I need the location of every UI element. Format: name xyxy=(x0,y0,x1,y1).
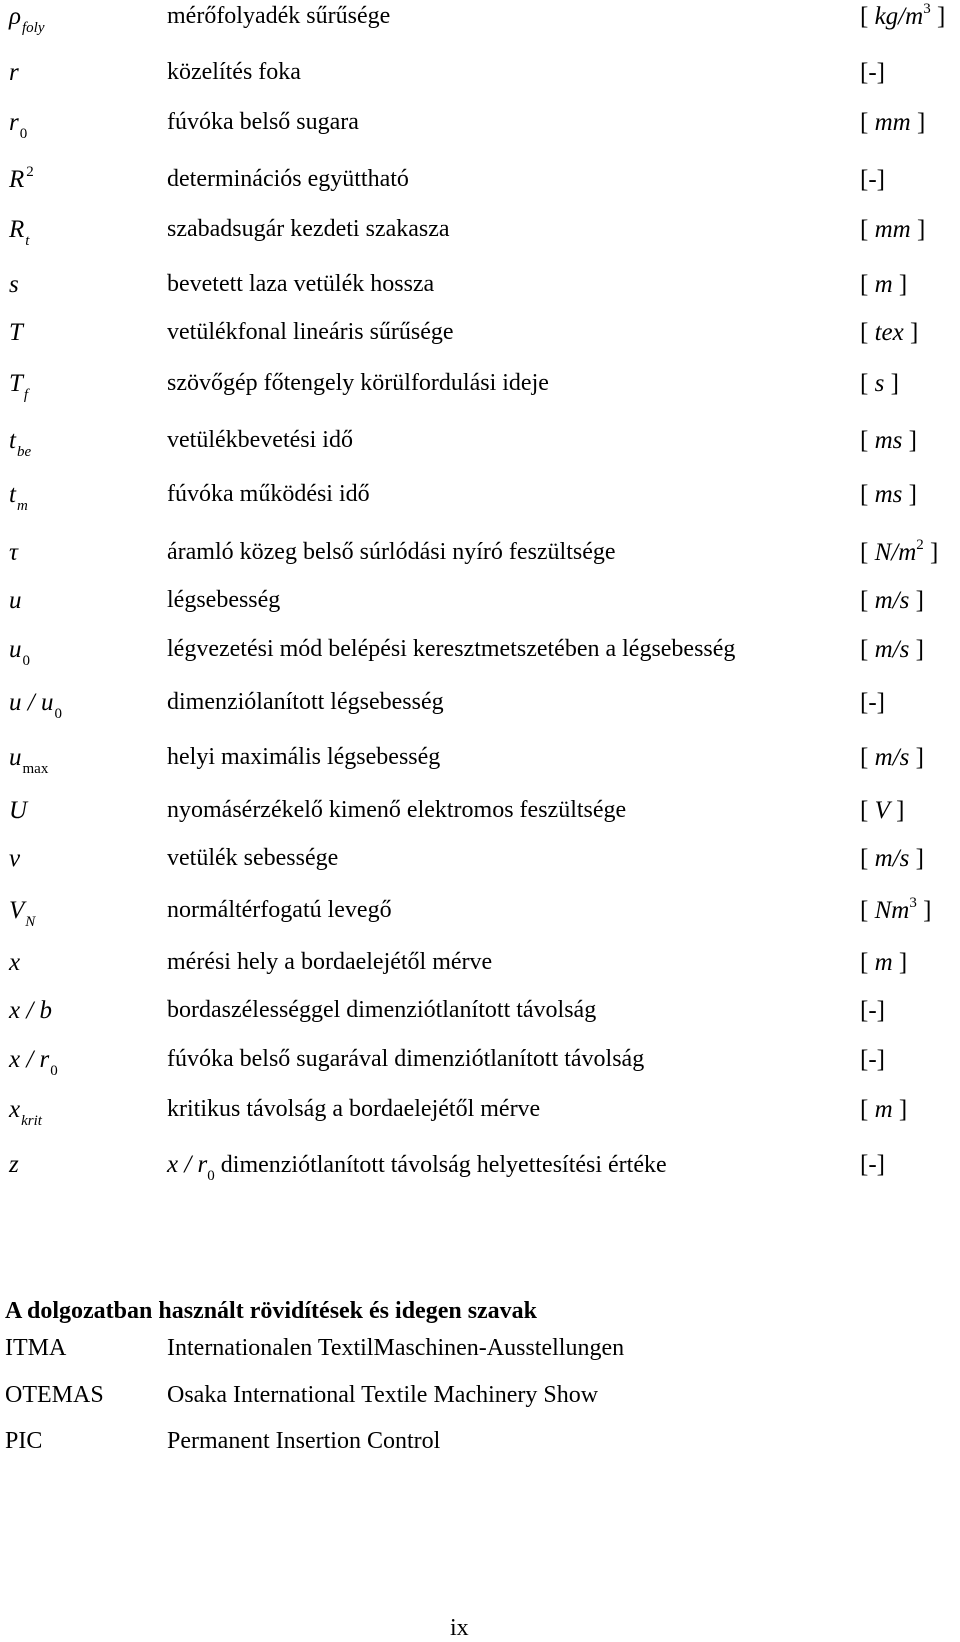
symbol: x xyxy=(9,949,21,976)
symbol-unit: [ m ] xyxy=(860,949,908,976)
symbol-row xyxy=(0,1047,960,1087)
symbol: u / $u_0$ xyxy=(9,689,62,722)
symbol-description: kritikus távolság a bordaelejétől mérve xyxy=(167,1096,541,1122)
symbol: z xyxy=(9,1151,19,1178)
symbol-unit: [-] xyxy=(860,166,885,193)
symbol-description: közelítés foka xyxy=(167,59,301,85)
symbol-unit: [ m ] xyxy=(860,271,908,298)
page-number: ix xyxy=(450,1615,469,1641)
formula: x / r xyxy=(167,1151,208,1178)
symbol-row xyxy=(0,1,960,44)
symbol-subscript: N xyxy=(25,914,36,930)
symbol-row xyxy=(0,998,960,1038)
symbol-unit: [-] xyxy=(860,59,885,86)
symbol-unit: [-] xyxy=(860,689,885,716)
abbreviation-row xyxy=(0,1428,960,1468)
symbol-unit: [ tex ] xyxy=(860,319,919,346)
symbol-unit: [ s ] xyxy=(860,370,899,397)
symbol-unit: [-] xyxy=(860,1151,885,1178)
symbol-row xyxy=(0,798,960,838)
symbol-description: mérési hely a bordaelejétől mérve xyxy=(167,949,493,975)
symbol: $V_N$ xyxy=(9,897,36,930)
symbol-row xyxy=(0,482,960,522)
symbol-description: nyomásérzékelő kimenő elektromos feszültsége xyxy=(167,797,627,823)
symbol: x / $r_0$ xyxy=(9,1046,58,1079)
symbol-row xyxy=(0,371,960,411)
symbol-row xyxy=(0,320,960,360)
formula-subscript: 0 xyxy=(207,1168,215,1184)
description-text: dimenziótlanított távolság helyettesítési értéke xyxy=(214,1152,667,1178)
symbol-row xyxy=(0,217,960,257)
symbol-row xyxy=(0,164,960,207)
symbol-unit: [ $N/m^2$ ] xyxy=(860,537,939,566)
symbol-description: normáltérfogatú levegő xyxy=(167,897,392,923)
symbol: s xyxy=(9,271,19,298)
symbol-description: szövőgép főtengely körülfordulási ideje xyxy=(167,370,549,396)
symbol-unit: [ V ] xyxy=(860,797,905,824)
symbol-description: fúvóka működési idő xyxy=(167,481,370,507)
symbol-subscript: 0 xyxy=(22,653,30,669)
symbol: $u_{max}$ xyxy=(9,744,49,777)
symbol-description: légvezetési mód belépési keresztmetszetében a légsebesség xyxy=(167,636,736,662)
symbol-description: szabadsugár kezdeti szakasza xyxy=(167,216,450,242)
symbol-row xyxy=(0,1097,960,1137)
symbol-unit: [ m/s ] xyxy=(860,845,924,872)
symbol-unit: [ m/s ] xyxy=(860,636,924,663)
symbol-description: vetülékbevetési idő xyxy=(167,427,353,453)
symbol: $t_{be}$ xyxy=(9,427,32,460)
symbol-description: légsebesség xyxy=(167,587,281,613)
abbreviation-key: ITMA xyxy=(5,1335,67,1361)
symbol-row xyxy=(0,690,960,730)
symbol-row xyxy=(0,428,960,468)
symbol-row xyxy=(0,950,960,990)
symbol: u xyxy=(9,587,22,614)
symbol-description: vetülék sebessége xyxy=(167,845,339,871)
abbreviation-key: OTEMAS xyxy=(5,1382,104,1408)
symbol-subscript: be xyxy=(16,444,32,460)
symbol-unit: [-] xyxy=(860,997,885,1024)
symbol: x / b xyxy=(9,997,53,1024)
symbol-unit: [ $kg/m^3$ ] xyxy=(860,1,946,30)
symbol-unit: [ m/s ] xyxy=(860,587,924,614)
symbol-unit: [ m ] xyxy=(860,1096,908,1123)
symbol: τ xyxy=(9,539,18,566)
symbol-unit: [-] xyxy=(860,1046,885,1073)
symbol-description: determinációs együttható xyxy=(167,166,409,192)
symbol: v xyxy=(9,845,21,872)
abbreviation-row xyxy=(0,1382,960,1422)
symbol-description: fúvóka belső sugara xyxy=(167,109,359,135)
symbol: $u_0$ xyxy=(9,636,30,669)
abbreviation-value: Permanent Insertion Control xyxy=(167,1428,441,1454)
symbol-unit: [ mm ] xyxy=(860,109,926,136)
abbreviation-row xyxy=(0,1335,960,1375)
symbol-description: helyi maximális légsebesség xyxy=(167,744,441,770)
abbreviation-value: Osaka International Textile Machinery Show xyxy=(167,1382,599,1408)
symbol-unit: [ Nm$^3$ ] xyxy=(860,895,932,924)
symbol-row-z xyxy=(0,1152,960,1192)
symbol-row xyxy=(0,588,960,628)
symbol-description: dimenziólanított légsebesség xyxy=(167,689,444,715)
symbol: $T_f$ xyxy=(9,370,29,403)
symbol-description xyxy=(167,1151,667,1184)
abbreviation-value: Internationalen TextilMaschinen-Ausstellungen xyxy=(167,1335,625,1361)
symbol-subscript: 2 xyxy=(26,164,34,180)
symbol-row xyxy=(0,745,960,785)
abbreviations-heading: A dolgozatban használt rövidítések és idegen szavak xyxy=(5,1298,538,1324)
symbol: r xyxy=(9,59,19,86)
abbreviation-key: PIC xyxy=(5,1428,43,1454)
symbol-row xyxy=(0,537,960,580)
symbol: $t_m$ xyxy=(9,481,28,514)
symbol-subscript: f xyxy=(23,387,29,403)
symbol-subscript: max xyxy=(22,761,49,777)
symbol-row xyxy=(0,60,960,100)
symbol-subscript: 0 xyxy=(19,126,28,142)
symbol-row xyxy=(0,110,960,150)
symbol: $r_0$ xyxy=(9,109,28,142)
symbol-description: áramló közeg belső súrlódási nyíró feszültsége xyxy=(167,539,616,565)
symbol-unit: [ ms ] xyxy=(860,427,917,454)
symbol-subscript: t xyxy=(25,233,30,249)
symbol-description: bevetett laza vetülék hossza xyxy=(167,271,435,297)
symbol-row xyxy=(0,846,960,886)
symbol-description: mérőfolyadék sűrűsége xyxy=(167,3,391,29)
symbol-row xyxy=(0,895,960,938)
symbol-subscript: 0 xyxy=(50,1063,58,1079)
symbol: T xyxy=(9,319,23,346)
symbol-row xyxy=(0,272,960,312)
symbol: $x_{krit}$ xyxy=(9,1096,42,1129)
symbol-unit: [ mm ] xyxy=(860,216,926,243)
symbol-subscript: krit xyxy=(21,1113,42,1129)
symbol-subscript: m xyxy=(16,498,28,514)
symbol: $\rho_{foly}$ xyxy=(9,3,45,36)
symbol: $R_t$ xyxy=(9,216,30,249)
symbol-unit: [ ms ] xyxy=(860,481,917,508)
symbol-unit: [ m/s ] xyxy=(860,744,924,771)
symbol-subscript: foly xyxy=(22,20,45,36)
symbol: U xyxy=(9,797,28,824)
symbol-description: vetülékfonal lineáris sűrűsége xyxy=(167,319,454,345)
symbol-description: fúvóka belső sugarával dimenziótlanított távolság xyxy=(167,1046,645,1072)
symbol-description: bordaszélességgel dimenziótlanított távolság xyxy=(167,997,597,1023)
symbol-subscript: 0 xyxy=(54,706,62,722)
symbol: R $^2$ xyxy=(9,164,34,193)
symbol-row xyxy=(0,637,960,677)
